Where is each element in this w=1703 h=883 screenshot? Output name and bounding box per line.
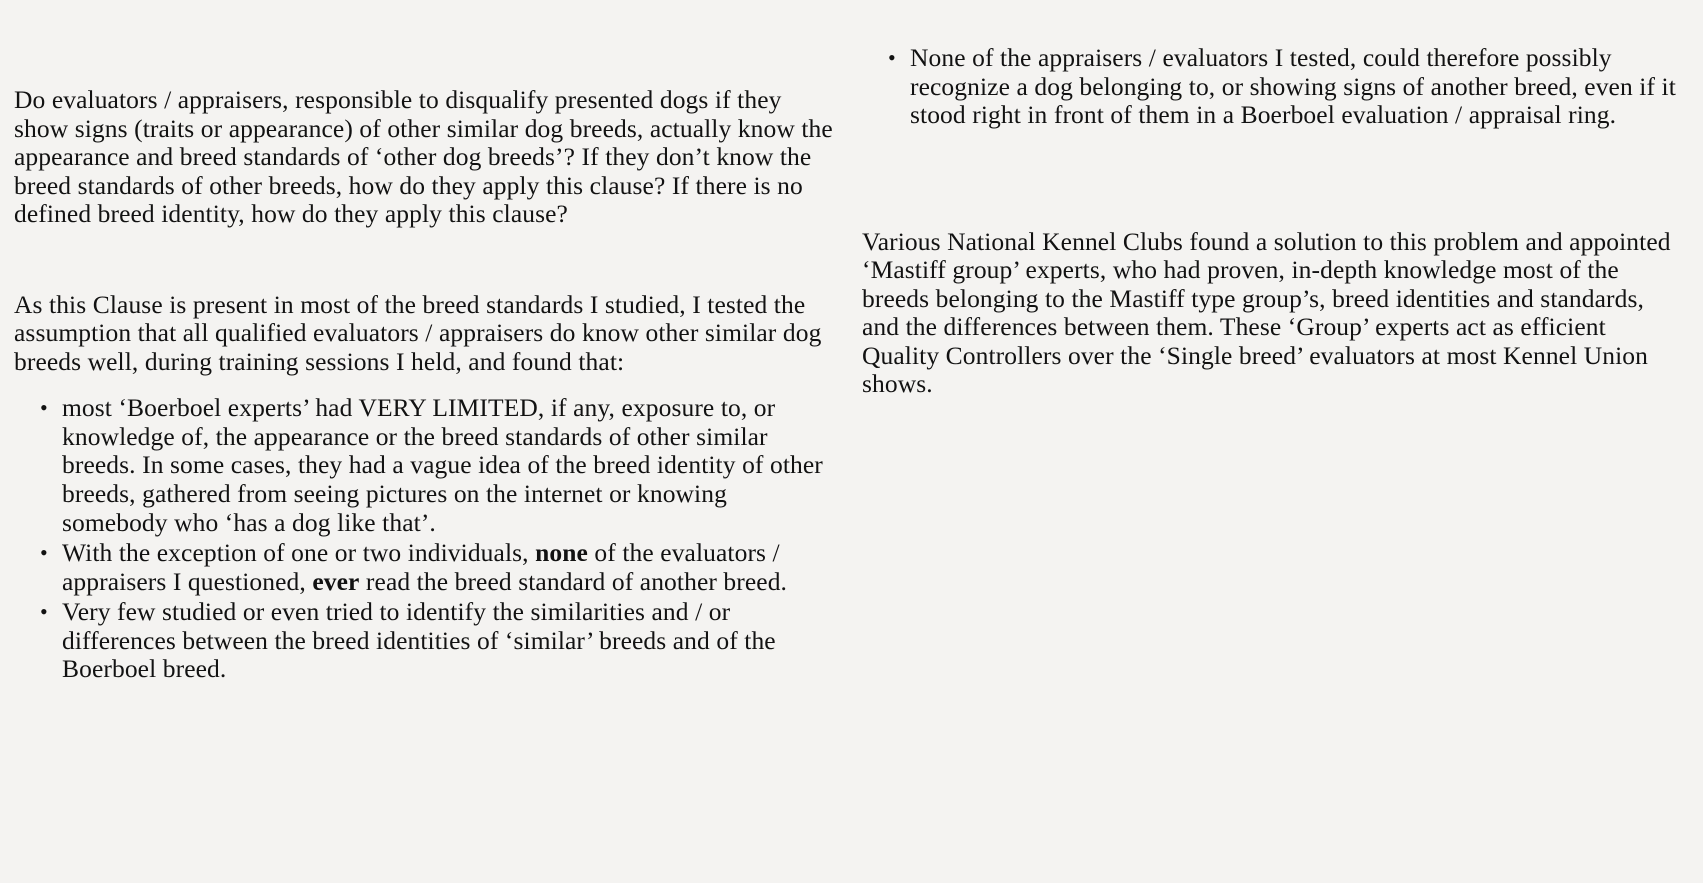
list-item <box>62 394 834 537</box>
list-item <box>62 539 834 596</box>
left-bullet-list <box>14 394 834 683</box>
left-bullet-1-text: most ‘Boerboel experts’ had VERY LIMITED, if any, exposure to, or knowledge of, the appearance or the breed standards of other similar breeds. In some cases, they had a vague idea of the breed identity of other breeds, gathered from seeing pictures on the internet or knowing somebody who ‘has a dog like that’. <box>62 393 823 537</box>
list-item <box>910 44 1682 130</box>
right-paragraph-1: Various National Kennel Clubs found a solution to this problem and appointed ‘Mastiff group’ experts, who had proven, in-depth knowledge most of the breeds belonging to the Mastiff type group’s, breed identities and standards, and the differences between them. These ‘Group’ experts act as efficient Quality Controllers over the ‘Single breed’ evaluators at most Kennel Union shows. <box>862 226 1671 399</box>
left-spacer-2 <box>14 376 834 394</box>
right-column-top-spacer <box>862 0 1682 44</box>
left-bullet-3-text: Very few studied or even tried to identify the similarities and / or differences between the breed identities of ‘similar’ breeds and of the Boerboel breed. <box>62 597 776 684</box>
left-bullet-2-bold-ever: ever <box>312 566 360 596</box>
right-text-column <box>862 0 1682 883</box>
left-bullet-2-middle: of the evaluators / appraisers I questioned, <box>62 538 780 596</box>
left-bullet-2-bold-none: none <box>535 538 588 568</box>
left-column-top-spacer <box>14 0 834 86</box>
left-spacer-1 <box>14 229 834 291</box>
right-bullet-1-text: None of the appraisers / evaluators I tested, could therefore possibly recognize a dog belonging to, or showing signs of another breed, even if it stood right in front of them in a Boerboel evaluation / appraisal ring. <box>910 43 1676 130</box>
right-spacer-1 <box>862 132 1682 228</box>
left-paragraph-1: Do evaluators / appraisers, responsible to disqualify presented dogs if they show signs (traits or appearance) of other similar dog breeds, actually know the appearance and breed standards of ‘other dog breeds’? If they don’t know the breed standards of other breeds, how do they apply this clause? If there is no defined breed identity, how do they apply this clause? <box>14 85 833 229</box>
left-paragraph-2: As this Clause is present in most of the breed standards I studied, I tested the assumption that all qualified evaluators / appraisers do know other similar dog breeds well, during training sessions I held, and found that: <box>14 289 822 376</box>
left-text-column <box>14 0 834 883</box>
left-bullet-2-prefix: With the exception of one or two individuals, <box>62 538 536 568</box>
right-bullet-list <box>862 44 1682 130</box>
left-bullet-2-suffix: read the breed standard of another breed. <box>359 566 788 596</box>
list-item <box>62 598 834 684</box>
